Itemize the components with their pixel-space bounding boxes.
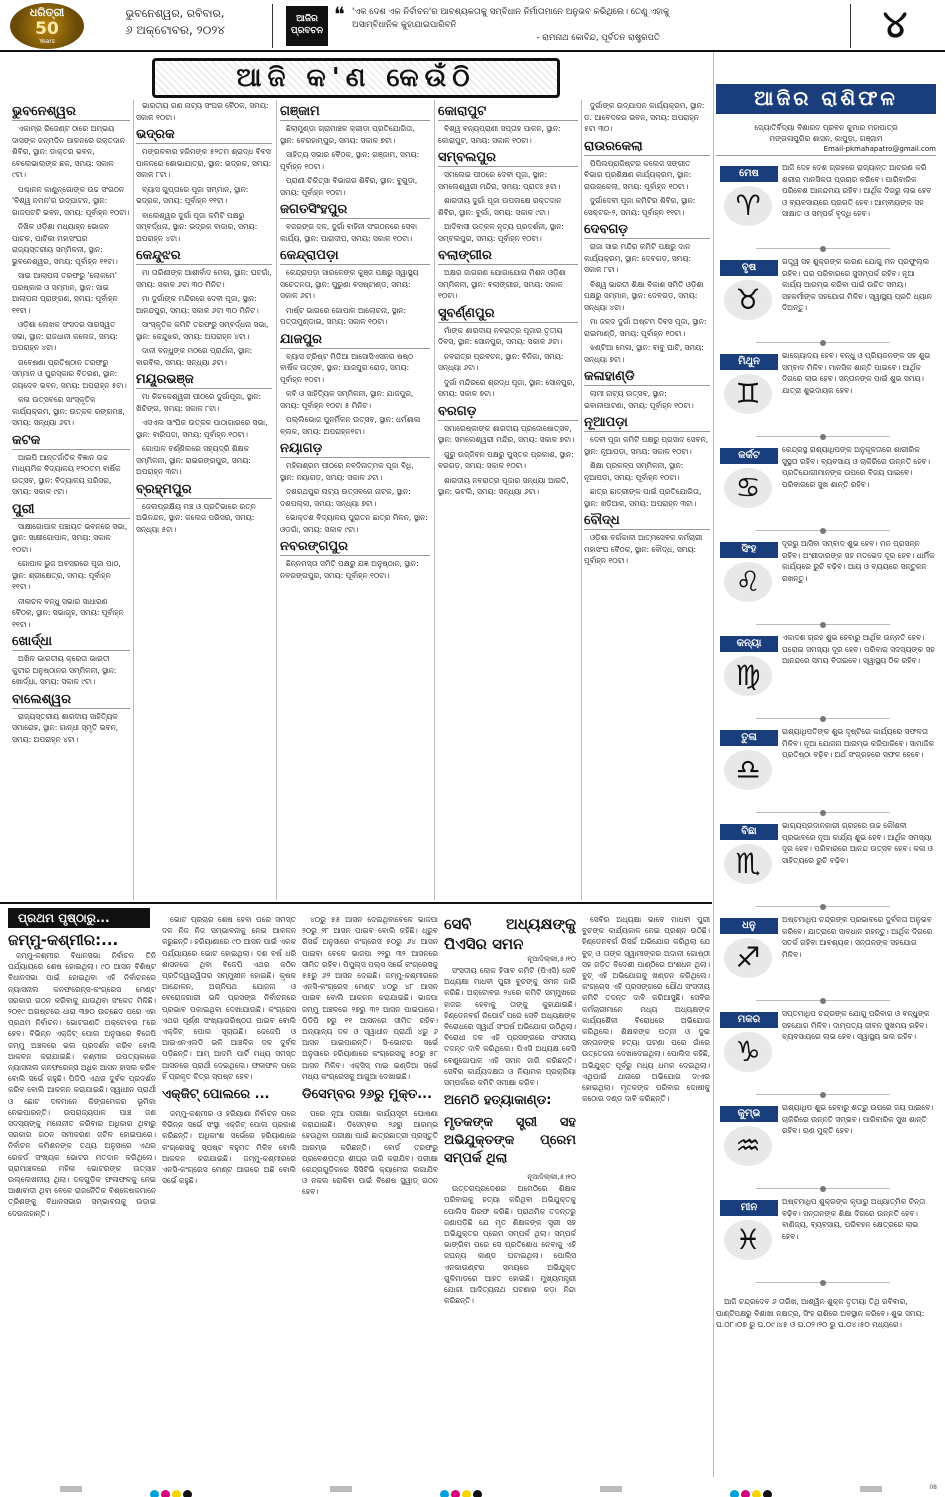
- separator-dot: [816, 246, 830, 252]
- event-item: ବାଲେଶ୍ୱର ଦୁର୍ଗା ପୂଜା କମିଟି ପକ୍ଷରୁ ସମ୍ବର୍ଦ୍ଧନା, ସ୍ଥାନ: ଭଦ୍ରକ ବାଜାର, ସମୟ: ଅପରାହ୍ନ ୪ଟା।: [136, 210, 258, 243]
- zodiac-name: ମେଷ: [720, 166, 778, 182]
- event-item: ପଲ୍ଲିଭୋଜ ପୁନର୍ମିଳନ ଉତ୍ସବ, ସ୍ଥାନ: ଧର୍ମଶାଳା ବ୍ଲକ, ସମୟ: ଅପରାହ୍ନ୧ଟା।: [280, 415, 421, 436]
- article-body: ଜମ୍ମୁ-କଶ୍ମୀର ଓ ହରିୟାଣା ନିର୍ବାଚନ ପରେ ବିଭିନ୍ନ ସର୍ଭେ ସଂସ୍ଥା ଏକ୍‌ଜିଟ୍ ପୋଲ ପ୍ରକାଶ କରିଛନ୍ତି। ଅଧିକାଂଶ ସର୍ଭେରେ ହରିୟାଣାରେ କଂଗ୍ରେସକୁ ସ୍ପଷ୍ଟ ବହୁମତ ମିଳିବ ବୋଲି ଆକଳନ କରାଯାଇଛି। ଜମ୍ମୁ-କଶ୍ମୀରରେ ଏନସି-କଂଗ୍ରେସ ମେଣ୍ଟ ଆଗରେ ଅଛି ବୋଲି ସର୍ଭେ କହୁଛି।: [162, 1109, 296, 1186]
- district-heading: କଟକ: [12, 432, 130, 450]
- events-column-5: [584, 100, 710, 900]
- astrologer: [716, 122, 936, 144]
- zodiac-name: ତୁଳା: [720, 730, 778, 746]
- zodiac-forecast-text: ରାଶ୍ୟାଧିପ ଶୁଭ ହେବାରୁ ଶତ୍ରୁ ଉପରେ ଜୟ ପାଇବେ। ଚାକିରିରେ ଉନ୍ନତି ସମ୍ଭବ। ପାରିବାରିକ ସୁଖ ଶାନ୍ତି ରହିବ। ଋଣ ମୁକ୍ତି ହେବ।: [782, 1103, 934, 1135]
- event-item: ବ୍ୟାସ ଟ୍ରିଷ୍ଟ ମିଡିଆ ଆସୋସିଏସନର ଷଷ୍ଠ ବାର୍ଷିକ ଉତ୍ସବ, ସ୍ଥାନ: ଯାଜପୁର ରୋଡ଼, ସମୟ: ପୂର୍ବାହ୍ନ ୧୦ଟା।: [280, 351, 414, 384]
- event-item: ଓଡ଼ିଶା ବର୍ଗକାଳୀ ଆତ୍ମସେବକ କର୍ମଚାରୀ ମହାସଂଘ ବୈଠକ, ସ୍ଥାନ: ବୌଦ୍ଧ, ସମୟ: ପୂର୍ବାହ୍ନ ୧୦ଟା।: [584, 533, 703, 565]
- event-item: ଦୁର୍ଗାଙ୍କ ଉଦ୍‌ଯାପନ କାର୍ଯ୍ୟକ୍ରମ, ସ୍ଥାନ: ଡ. ଆବେଦକର ଭବନ, ସମୟ: ଅପରାହ୍ନ ୫ଟା ୩୦।: [584, 101, 705, 133]
- zodiac-forecast-text: ଅଷ୍ଟମାଧିପ ଚନ୍ଦ୍ରଙ୍କ ପ୍ରଭାବରେ ଦୁର୍ବଳତା ଅନୁଭବ କରିବେ। ଯାତ୍ରାରେ ସାବଧାନ ରହନ୍ତୁ। ଆର୍ଥିକ ଦିଗରେ ସତର୍କ ରହିବା ଆବଶ୍ୟକ। ସନ୍ତାନଙ୍କ ସହଯୋଗ ମିଳିବ।: [782, 915, 933, 959]
- event-item: ଦୁର୍ଗାଦେବୀ ପୂଜା କମିଟିର ଶିବିର, ସ୍ଥାନ: ସେକ୍ଟର-୨, ସମୟ: ପୂର୍ବାହ୍ନ ୧୧ଟା।: [584, 196, 696, 217]
- masthead: [0, 0, 945, 52]
- article-subtitle-2: ମୃତକଙ୍କ ସ୍ତ୍ରୀ ସହ ଅଭିଯୁକ୍ତଙ୍କ ପ୍ରେମ ସମ୍ପର୍କ ଥିଲା: [444, 1115, 576, 1167]
- event-item: ଗୋପାଳ ବର୍ଣ୍ଣିଲରେ ସହ୍ୟଦ୍ରି ଶିକ୍ଷକ ସମ୍ମିଳନୀ, ସ୍ଥାନ: ରାଇରଙ୍ଗପୁର, ସମୟ: ଅପରାହ୍ନ ୩ଟା।: [136, 444, 251, 476]
- event-item: ସମାରେଷ୍କାଙ୍କ ଶାରଦୀୟ ପ୍ରଦୋଷୋତ୍ସବ, ସ୍ଥାନ: ସମଲେଶ୍ୱରୀ ମନ୍ଦିର, ସମୟ: ସକାଳ ୭ଟା।: [438, 423, 575, 444]
- events-column-4: [438, 100, 578, 900]
- district-heading: ମୟୂରଭଞ୍ଜ: [136, 371, 272, 389]
- district-heading: ନୟାଗଡ଼: [280, 440, 430, 458]
- zodiac-forecast-text: ଆଜି ଦେହ ଦେଶ ଗ୍ରହରେ ରାଜ୍ୟାନ୍ତ ଆଚରଣ କରି ଶରୀର ମାନସିକତା ପ୍ରଚାର କରିବେ। ପାରିବାରିକ ପରିବେଶ ଆନନ୍ଦମୟ ରହିବ। ଆର୍ଥିକ ଦିଗରୁ ଲାଭ ହେବ ଓ ବ୍ୟବସାୟରେ ପ୍ରଗତି ହେବ। ଆମ୍ବୀୟଙ୍କ ସହ ସାକ୍ଷାତ ଓ ସମ୍ପର୍କ ବୃଦ୍ଧି ହେବ।: [782, 163, 932, 218]
- separator-dot: [816, 1186, 830, 1192]
- zodiac-forecast-text: ଭାଗ୍ୟୋଦୟ ହେବ। ବନ୍ଧୁ ଓ ପ୍ରିୟଜନଙ୍କ ସହ ଶୁଭ ସମ୍ବାଦ ମିଳିବ। ମାନସିକ ଶାନ୍ତି ପାଇବେ। ଆର୍ଥିକ ଦିଗରେ ଲାଭ ହେବ। ସନ୍ତାନଙ୍କ ପାଇଁ ଶୁଭ ସମୟ। ଯାତ୍ରା ଶୁଭଦାୟକ ହେବ।: [782, 351, 931, 395]
- article-body: ସେବିର ଅଧ୍ୟକ୍ଷା ଭାବେ ମାଧବୀ ପୁରୀ ବୁଚଙ୍କ କାର୍ଯ୍ୟକାଳ ନେଇ ପ୍ରଶ୍ନ ଉଠିଛି। ହିଣ୍ଡେନବର୍ଗ ରିସର୍ଚ୍ଚ ଅଭିଯୋଗ କରିଥିଲା ଯେ ବୁଚ୍ ଓ ତାଙ୍କ ସ୍ୱାମୀଙ୍କର ଅଦାନୀ ଗୋଷ୍ଠୀ ସହ ଜଡ଼ିତ ବିଦେଶୀ ପାଣ୍ଠିରେ ଅଂଶଧନ ଥିଲା। ବୁଚ୍ ଏହି ଅଭିଯୋଗକୁ ଖଣ୍ଡନ କରିଥିଲେ। କଂଗ୍ରେସ ଏହି ପ୍ରସଙ୍ଗରେ ଯୌଥ ସଂସଦୀୟ କମିଟି ତଦନ୍ତ ଦାବି କରିଆସୁଛି। ସେବିର କର୍ମଚାରୀମାନେ ମଧ୍ୟ ଅଧ୍ୟକ୍ଷଙ୍କ କାର୍ଯ୍ୟଶୈଳୀ ବିରୋଧରେ ଅଭିଯୋଗ କରିଥିଲେ। ଶିକ୍ଷକଙ୍କ ପତ୍ନୀ ଓ ଦୁଇ ସନ୍ତାନଙ୍କ ହତ୍ୟା ଘଟଣା ପରେ ଗାଁରେ ଉତ୍ତେଜନା ଦେଖାଦେଇଥିଲା। ପୋଲିସ କହିଛି, ଅଭିଯୁକ୍ତ ପୂର୍ବରୁ ମଧ୍ୟ ଧମକ ଦେଇଥିଲା। ଏଥିପାଇଁ ଥାନାରେ ଅଭିଯୋଗ ଦାଏର ହୋଇଥିଲା। ମୃତକଙ୍କ ପରିବାର ଦୋଷୀକୁ କଠୋର ଦଣ୍ଡ ଦାବି କରିଛନ୍ତି।: [582, 915, 710, 1104]
- event-item: ମଙ୍ଗଳବାର ହରିମଙ୍କ ୫୨ତମ ଶ୍ରାଦ୍ଧ ବିବସ ପାଳନରେ ଶୋଭାଯାତ୍ରା, ସ୍ଥାନ: ଭଦ୍ରକ, ସମୟ: ସକାଳ ୮ଟା।: [136, 147, 272, 179]
- magenta-dot: [161, 1490, 170, 1497]
- district-heading: ନବରଙ୍ଗପୁର: [280, 538, 430, 556]
- zodiac-symbol-icon: ♉: [724, 280, 772, 320]
- article-body: ପରେ ନୂଆ ପରୀକ୍ଷା କାର୍ଯ୍ୟସୂଚୀ ଘୋଷଣା କରାଯାଇଛି। ଡିସେମ୍ବର ୨୬ରୁ ଆରମ୍ଭ ହେଉଥିବା ପରୀକ୍ଷା ପାଇଁ ଛାତ୍ରଛାତ୍ରୀ ପ୍ରସ୍ତୁତି ଆରମ୍ଭ କରିଛନ୍ତି। ବୋର୍ଡ ତରଫରୁ ପ୍ରବେଶପତ୍ର ଶୀଘ୍ର ଜାରି କରାଯିବ। ପରୀକ୍ଷା କେନ୍ଦ୍ରଗୁଡ଼ିକରେ ସିସିଟିଭି କ୍ୟାମେରା ଲଗାଯିବ ଓ ନକଲ ରୋକିବା ପାଇଁ ବିଶେଷ ସ୍କ୍ୱାଡ୍ ଗଠନ ହେବ।: [302, 1109, 438, 1197]
- district-heading: ଦେବଗଡ଼: [584, 221, 710, 239]
- zodiac-symbol-icon: ♎: [724, 750, 772, 790]
- cyan-dot: [150, 1490, 159, 1497]
- cmyk-dots: [730, 1484, 774, 1494]
- separator-dot: [816, 1092, 830, 1098]
- horoscope-title: ଆଜିର ରାଶିଫଳ: [716, 84, 936, 114]
- registration-bar: [600, 1486, 622, 1492]
- column-rule: [276, 100, 277, 900]
- horoscope-panel: [716, 84, 936, 1476]
- event-item: ନବରାତ୍ର ପ୍ରବଚନ, ସ୍ଥାନ: ବିନିକା, ସମୟ: ସନ୍ଧ୍ୟା ୬ଟା।: [438, 351, 564, 372]
- daily-quote: [352, 6, 670, 45]
- zodiac-forecast-text: ଏକାଦଶ ଗ୍ରହ ଶୁଭ ହେବାରୁ ଆର୍ଥିକ ଉନ୍ନତି ହେବ। ଘରୋଇ ସମସ୍ୟା ଦୂର ହେବ। ପରିବାର ସଦସ୍ୟଙ୍କ ସହ ଆନନ୍ଦରେ ସମୟ ବିତାଇବେ। ସ୍ୱାସ୍ଥ୍ୟ ଠିକ ରହିବ।: [782, 633, 935, 665]
- article-body: ସଂସଦୀୟ ଲୋକ ହିସାବ କମିଟି (ପିଏସି) ସେବି ଅଧ୍ୟକ୍ଷା ମାଧବୀ ପୁରୀ ବୁଚଙ୍କୁ ସମନ ଜାରି କରିଛି। ଅକ୍ଟୋବର ୨୪ରେ କମିଟି ସମ୍ମୁଖରେ ହାଜର ହେବାକୁ ତାଙ୍କୁ କୁହାଯାଇଛି। ହିଣ୍ଡେନବର୍ଗ ରିପୋର୍ଟ ପରେ ସେବି ଅଧ୍ୟକ୍ଷଙ୍କ ବିରୋଧରେ ସ୍ୱାର୍ଥ ସଂଘର୍ଷ ଅଭିଯୋଗ ଉଠିଥିଲା। ବିରୋଧୀ ଦଳ ଏହି ପ୍ରସଙ୍ଗରେ ସଂସଦୀୟ ତଦନ୍ତ ଦାବି କରିଥିଲେ। ପିଏସି ଅଧ୍ୟକ୍ଷ କେସି ବେଣୁଗୋପାଳ ଏହି ସମନ ଜାରି କରିଛନ୍ତି। ସେବିର କାର୍ଯ୍ୟଦକ୍ଷତା ଓ ନିୟାମକ ପ୍ରକ୍ରିୟା ସମ୍ପର୍କରେ କମିଟି ସମୀକ୍ଷା କରିବ।: [444, 966, 576, 1088]
- zodiac-entry: [716, 818, 936, 912]
- zodiac-name: ମିଥୁନ: [720, 354, 778, 370]
- events-column-2: [136, 100, 272, 900]
- zodiac-name: ବୃଷ: [720, 260, 778, 276]
- astrologer-name: ଜ୍ୟୋତିର୍ବିଦ୍ୟା ବିଶାରଦ ପ୍ରବନ କୁମାର ମହାପାତ୍ର: [754, 123, 898, 132]
- yellow-dot: [462, 1490, 471, 1497]
- event-item: ଶିକ୍ଷା ପ୍ରକଳ୍ପ ସମ୍ମିଳନୀ, ସ୍ଥାନ: ନୂଆପଡ଼ା, ସମୟ: ପୂର୍ବାହ୍ନ ୧୦ଟା।: [584, 461, 684, 482]
- district-heading: କେନ୍ଦ୍ରାପଡ଼ା: [280, 247, 430, 265]
- event-item: ଭୋକ୍ତଶ ବିଦ୍ୟାଳୟ ପୁରାତନ ଛାତ୍ର ମିଳନ, ସ୍ଥାନ: ଓଡ଼ଗାଁ, ସମୟ: ସକାଳ ୯ଟା।: [280, 513, 428, 534]
- article-jammu-kashmir: [8, 930, 156, 1475]
- event-item: ବ୍ୟାସ ଗୁପ୍ତାରେ ପୂଜା ସମ୍ମାନ, ସ୍ଥାନ: ଭଦ୍ରକ, ସମୟ: ପୂର୍ବାହ୍ନ ୧୧ଟା।: [136, 184, 249, 205]
- district-heading: ବରଗଡ଼: [438, 403, 578, 421]
- zodiac-symbol-icon: ♐: [724, 938, 772, 978]
- event-item: ଅଖିଳ ଭାରତୀୟ କ୍ରେତା ଭାରତୀ କୁଟୀର ଅନୁଷ୍ଠାନର ସମ୍ମିଳନୀ, ସ୍ଥାନ: ଖୋର୍ଦ୍ଧା, ସମୟ: ସକାଳ ୯ଟା।: [12, 654, 117, 686]
- zodiac-forecast-text: ରାଶ୍ୟାଧିପତିଙ୍କ ଶୁଭ ଦୃଷ୍ଟିରେ କାର୍ଯ୍ୟରେ ସଫଳତା ମିଳିବ। ନୂଆ ଯୋଜନା ଆରମ୍ଭ କରିପାରିବେ। ସାମାଜିକ ପ୍ରତିଷ୍ଠା ବଢ଼ିବ। ଅର୍ଥ ସଂଗ୍ରହରେ ସଫଳ ହେବେ।: [782, 727, 935, 759]
- district-heading: ବ୍ରହ୍ମପୁର: [136, 481, 272, 499]
- separator-dot: [816, 622, 830, 628]
- event-item: ଦୁର୍ଗା ମନ୍ଦିରରେ ଶ୍ରଦ୍ଧ ପୂଜା, ସ୍ଥାନ: ସୋନପୁର, ସମୟ: ସକାଳ ୭ଟା।: [438, 377, 575, 398]
- event-item: ଛିଲାମୁଣ୍ଡା ଗ୍ରାମାଞ୍ଚଳ କ୍ରୀଡ଼ା ପ୍ରତିଯୋଗିତା, ସ୍ଥାନ: ବେରହାମ୍ପୁର, ସମୟ: ସକାଳ ୭ଟା।: [280, 124, 415, 145]
- zodiac-symbol-icon: ♓: [724, 1220, 772, 1260]
- zodiac-name: ମକର: [720, 1012, 778, 1028]
- zodiac-name: କର୍କଟ: [720, 448, 778, 464]
- zodiac-entry: [716, 1100, 936, 1194]
- event-item: ଶାରଦୀୟ ନବରାତ୍ର ପୂଜାର ସନ୍ଧ୍ୟା ଆରତି, ସ୍ଥାନ: ଭଟଲି, ସମୟ: ସନ୍ଧ୍ୟା ୬ଟା।: [438, 475, 569, 496]
- zodiac-forecast-text: ଭାଗ୍ୟପ୍ରଦାନକାରୀ ଗ୍ରହରେ ଉଚ୍ଚ କୌଶଳୀ ପ୍ରଭାବରେ ନୂଆ କାର୍ଯ୍ୟ ଶୁଭ ହେବ। ଆର୍ଥିକ ସମସ୍ୟା ଦୂର ହେବ। ପରିବାରରେ ଆନନ୍ଦ ଉତ୍ସବ ହେବ। କଳା ଓ ସାହିତ୍ୟରେ ରୁଚି ବଢ଼ିବ।: [782, 821, 933, 865]
- event-item: ଏସଏଲ ସାଂଘିକ ଉତ୍କଳ ପାଠାଗାରରେ ସଭା, ସ୍ଥାନ: ବାରିପଦା, ସମୟ: ପୂର୍ବାହ୍ନ ୧୦ଟା।: [136, 418, 268, 439]
- district-heading: ଗଞ୍ଜାମ: [280, 103, 430, 121]
- event-item: ମାଁଙ୍କ ଶାରଦୀୟ ନବରାତ୍ର ପୂଜାର ତୃତୀୟ ଦିବସ, ସ୍ଥାନ: ସୋନପୁର, ସମୟ: ସକାଳ ୬ଟା।: [438, 325, 563, 346]
- logo-years-label: Years: [39, 38, 55, 45]
- district-heading: କଳାହାଣ୍ଡି: [584, 368, 710, 386]
- district-heading: ବଲାଙ୍ଗୀର: [438, 247, 578, 265]
- zodiac-name: କୁମ୍ଭ: [720, 1106, 778, 1122]
- event-item: ମା କିଚକେଶ୍ୱରୀ ପୀଠରେ ଦୁର୍ଗାପୂଜା, ସ୍ଥାନ: ଖିଚିଙ୍ଗ, ସମୟ: ସକାଳ ୮ଟା।: [136, 392, 261, 413]
- article-byline: ନୂଆଦିଲ୍ଲୀ,୫।୧୦: [527, 1173, 576, 1182]
- zodiac-entry: [716, 912, 936, 1006]
- quote-text: 'ଏକ ଦେଶ ଏକ ନିର୍ବାଚନ'ର ଆବଶ୍ୟକତାକୁ ସମ୍ବିଧାନ ନିର୍ମାତାମାନେ ଅନୁଭବ କରିଥିଲେ। ତେଣୁ ଏହାକୁ ଅସାମ୍ବିଧାନିକ କୁହାଯାଇପାରିବନି: [352, 7, 670, 30]
- event-item: ସମଲେଇ ପୀଠରେ ଦେବୀ ପୂଜା, ସ୍ଥାନ: ସମଲେଶ୍ୱରୀ ମନ୍ଦିର, ସମୟ: ପ୍ରାତଃ ୫ଟା।: [438, 170, 561, 191]
- article-body: ଜମ୍ମୁ-କଶ୍ମୀର ବିଧାନସଭା ନିର୍ବାଚନ ତିନି ପର୍ଯ୍ୟାୟରେ ଶେଷ ହୋଇଥିଲା। ୯୦ ଆସନ ବିଶିଷ୍ଟ ବିଧାନସଭା ପାଇଁ ହୋଇଥିବା ଏହି ନିର୍ବାଚନରେ ନ୍ୟାସନାଲ କନଫରେନ୍ସ-କଂଗ୍ରେସ ମେଣ୍ଟ ସରକାର ଗଠନ କରିବାକୁ ଯାଉଥିବା ସଂକେତ ମିଳିଛି। ୨୦୧୯ ଅଗଷ୍ଟରେ ଧାରା ୩୭୦ ଉଚ୍ଛେଦ ପରେ ଏହା ପ୍ରଥମ ନିର୍ବାଚନ। ଭୋଟଗଣତି ଅକ୍ଟୋବର ୮ରେ ହେବ। ବିଭିନ୍ନ ଏକ୍‌ଜିଟ୍ ପୋଲ ଅନୁସାରେ ବିଜେପି ଜମ୍ମୁ ଅଞ୍ଚଳରେ ଭଲ ପ୍ରଦର୍ଶନ କରିବ ବୋଲି ଆକଳନ କରାଯାଇଛି। କଶ୍ମୀର ଉପତ୍ୟକାରେ ନ୍ୟାସନାଲ କନଫରେନ୍ସ ଅଧିକ ଆସନ ହାସଲ କରିବ ବୋଲି ସର୍ଭେ କହୁଛି। ପିଡିପି ଏଥର ଦୁର୍ବଳ ପ୍ରଦର୍ଶନ କରିବ ବୋଲି ଆକଳନ କରାଯାଇଛି। ସ୍ୱାଧୀନ ପ୍ରାର୍ଥୀ ଓ ଛୋଟ ଦଳମାନେ କିଙ୍ଗମେକର ଭୂମିକା ନେଇପାରନ୍ତି। ଉପରାଜ୍ୟପାଳ ପାଞ୍ଚ ଜଣ ସଦସ୍ୟଙ୍କୁ ମନୋନୀତ କରିବାର ଅଧିକାର ଥିବାରୁ ସରକାର ଗଠନ ସମୀକରଣ ଜଟିଳ ହୋଇପାରେ। ନିର୍ବାଚନ କମିଶନଙ୍କ ତଥ୍ୟ ଅନୁସାରେ ଏଥର ରେକର୍ଡ ସଂଖ୍ୟକ ଭୋଟର ମତଦାନ କରିଥିଲେ। ଗ୍ରାମାଞ୍ଚଳରେ ମହିଳା ଭୋଟରଙ୍କ ଉତ୍ସାହ ଉଲ୍ଲେଖନୀୟ ଥିଲା। ଦଳଗୁଡ଼ିକ ଫଳାଫଳକୁ ନେଇ ଆଶାବାଦୀ ଥିବା ବେଳେ ରାଜନୈତିକ ବିଶ୍ଳେଷକମାନେ ତ୍ରିଶଙ୍କୁ ବିଧାନସଭାର ସମ୍ଭାବନାକୁ ଉଡ଼ାଇ ଦେଉନାହାନ୍ତି।: [8, 951, 156, 1218]
- section-chip: [286, 6, 328, 46]
- column-rule: [581, 100, 582, 900]
- event-item: ମାର୍ଷ୍ଟ ଭାଗରେ ଗୋପାଳ ଆଲୋଚନା, ସ୍ଥାନ: ପତ୍ତାମୁଣ୍ଡାଇ, ସମୟ: ସକାଳ ୧୦ଟା।: [280, 305, 406, 326]
- separator-dot: [816, 810, 830, 816]
- zodiac-forecast-text: ସପ୍ତମାଧିପ ଚନ୍ଦ୍ରଙ୍କ ଯୋଗୁ ପରିବାର ଓ ବନ୍ଧୁଙ୍କ ସହଯୋଗ ମିଳିବ। ଦାମ୍ପତ୍ୟ ଜୀବନ ସୁଖମୟ ରହିବ। ବ୍ୟବସାୟରେ ଲାଭ ହେବ। ସ୍ୱାସ୍ଥ୍ୟ ଭଲ ରହିବ।: [782, 1009, 930, 1041]
- event-item: ସାକ୍ଷୀଗୋପାଳ ପଞ୍ଚାୟତ ଭବନରେ ସଭା, ସ୍ଥାନ: ସାକ୍ଷୀଗୋପାଳ, ସମୟ: ସକାଳ ୧୦ଟା।: [12, 521, 128, 554]
- quote-mark-icon: ❝: [334, 2, 345, 26]
- cyan-dot: [440, 1490, 449, 1497]
- zodiac-symbol-icon: ♒: [724, 1126, 772, 1166]
- event-item: କବି ଓ ସାହିତ୍ୟିକ ସମ୍ମିଳନୀ, ସ୍ଥାନ: ଯାଜପୁର, ସମୟ: ପୂର୍ବାହ୍ନ ୧୦ଟା ୫ ମିନିଟ।: [280, 389, 414, 410]
- event-item: ସାହିତ୍ୟ ସଭାର ବୈଠକ, ସ୍ଥାନ: ଗଞ୍ଜାମ, ସମୟ: ପୂର୍ବାହ୍ନ ୧୦ଟା।: [280, 150, 420, 171]
- separator-dot: [816, 998, 830, 1004]
- zodiac-forecast-text: ଗତ୍ତ୍ୱ ସହ ଶୁକ୍ରଙ୍କ କାରଣ ଯୋଗୁ ମନ ପ୍ରଫୁଲ୍ଲ ରହିବ। ଘର ପରିବାରରେ ସୁସମ୍ପର୍କ ରହିବ। ନୂଆ କାର୍ଯ୍ୟ ଆରମ୍ଭ କରିବା ପାଇଁ ଉଚିତ ସମୟ। ସହକର୍ମୀଙ୍କ ସହଯୋଗ ମିଳିବ। ସ୍ୱାସ୍ଥ୍ୟ ପ୍ରତି ଧ୍ୟାନ ଦିଅନ୍ତୁ।: [782, 257, 932, 312]
- event-item: ଗୋପାଳ ଭୁଜ ଅବସରରେ ପୂଜା ପାଠ, ସ୍ଥାନ: ଶ୍ରୀକ୍ଷେତ୍ର, ସମୟ: ପୂର୍ବାହ୍ନ ୧୧ଟା।: [12, 559, 121, 591]
- event-item: ଭାରତୀୟ ଗଣ ନାଟ୍ୟ ସଂଘର ବୈଠକ, ସମୟ: ସକାଳ ୧୦ଟା।: [136, 101, 269, 122]
- separator-dot: [816, 528, 830, 534]
- magenta-dot: [451, 1490, 460, 1497]
- dharitri-50-logo: [10, 3, 84, 49]
- zodiac-symbol-icon: ♈: [724, 186, 772, 226]
- event-item: ପିପିଲପ୍ରାଜିଷ୍ଟର କଲେଜ ସଙ୍ଗୀତ ବିଭାଗ ପ୍ରଶିକ୍ଷଣ କାର୍ଯ୍ୟକ୍ରମ, ସ୍ଥାନ: ରାଉରକେଲା, ସମୟ: ପୂର୍ବାହ୍ନ ୧୦ଟା।: [584, 158, 692, 191]
- separator-dot: [816, 1280, 830, 1286]
- event-item: କେନ୍ଦ୍ରାପଡ଼ା ସାରଳେଙ୍କ କୁଞ୍ଜ ପକ୍ଷରୁ ସ୍ୱାସ୍ଥ୍ୟ ସଚେତନତା, ସ୍ଥାନ: ପୁରୁଣା ବସଷ୍ଟାଣ୍ଡ, ସମୟ: ସକାଳ ୬ଟା।: [280, 268, 419, 300]
- zodiac-entry: [716, 630, 936, 724]
- event-item: ନିଖିଳ ଓଡ଼ିଶା ମଧ୍ୟାହ୍ନ ଭୋଜନ ପାଚକ, ପାଚିକା ମହାସଂଘର ରାଜ୍ୟସ୍ତରୀୟ ସମ୍ମିଳନୀ, ସ୍ଥାନ: ଭୁବନେଶ୍ୱର, ସମୟ: ପୂର୍ବାହ୍ନ ୧୧ଟା।: [12, 222, 118, 266]
- cmyk-dots: [150, 1484, 194, 1494]
- section-line-1: ଆଜିର: [296, 14, 318, 24]
- magenta-dot: [741, 1490, 750, 1497]
- event-item: ପ୍ରାଣୀ ଚିକିତ୍ସା ବିଭାଗର ଶିବିର, ସ୍ଥାନ: ବୁଗୁଡ଼ା, ସମୟ: ପୂର୍ବାହ୍ନ ୧୦ଟା।: [280, 176, 418, 197]
- dateline: [90, 6, 260, 38]
- event-item: ସାଂସ୍କୃତିକ କମିଟି ତରଫରୁ ସମ୍ବର୍ଦ୍ଧନା ସଭା, ସ୍ଥାନ: କେନ୍ଦୁଝର, ସମୟ: ଅପରାହ୍ନ ୪ଟା।: [136, 320, 269, 341]
- event-item: ଆଇପି ଆନ୍ତର୍ଜାତିକ ବିଜ୍ଞାନ ଉଚ୍ଚ ମାଧ୍ୟମିକ ବିଦ୍ୟାଳୟ ୧୨୦ତମ ବାର୍ଷିକ ଉତ୍ସବ, ସ୍ଥାନ: ବିଦ୍ୟାଳୟ ପରିସର, ସମୟ: ସକାଳ ୯ଟା।: [12, 452, 121, 496]
- event-item: ଏକାମ୍ର ରିଜେଣ୍ଟ ଠାରେ ଅମ୍ଭୟ ଦାସଙ୍କ ଜନ୍ମଦିନ ପାଳନରେ ରକ୍ତଦାନ ଶିବିର, ସ୍ଥାନ: ଡାକ୍ତର ଭବନ, ବେଲେଭାଲଙ୍କ ଛକ, ସମୟ: ସକାଳ ୯ଟା।: [12, 124, 125, 179]
- article-subtitle: ଏକ୍‌ଜିଟ୍ ପୋଲରେ ...: [162, 1087, 270, 1103]
- event-item: ଆଦିବାସୀ ଉତ୍କଳ ନୃତ୍ୟ ପ୍ରଦର୍ଶନୀ, ସ୍ଥାନ: ସମ୍ବଲପୁର, ସମୟ: ପୂର୍ବାହ୍ନ ୧୦ଟା।: [438, 222, 564, 243]
- event-item: ମା ଜଳଦ ଦୁର୍ଗା ଅଷ୍ଟମ ଦିବସ ପୂଜା, ସ୍ଥାନ: ରାଇମାଣ୍ଡି, ସମୟ: ପୂର୍ବାହ୍ନ ୧୦ଟା।: [584, 317, 707, 338]
- event-item: ବିଶ୍ୱ ଭାରତୀ ଶିକ୍ଷା ବିକାଶ ସମିତି ଓଡ଼ିଶା ପକ୍ଷରୁ ସମ୍ମାନ, ସ୍ଥାନ: ଦେବଗଡ଼, ସମୟ: ସନ୍ଧ୍ୟା ୪ଟା।: [584, 279, 704, 312]
- event-item: ବିଶ୍ୱ ବନ୍ୟପ୍ରାଣୀ ସପ୍ତାହ ପାଳନ, ସ୍ଥାନ: କୋରାପୁଟ, ସମୟ: ସକାଳ ୧୦ଟା।: [438, 124, 561, 145]
- article-haryana: [162, 914, 296, 1475]
- article-title: ଜମ୍ମୁ-କଶ୍ମୀର:...: [8, 931, 119, 949]
- district-heading: ରାଉରକେଲା: [584, 138, 710, 156]
- event-item: କଳା ଉତ୍ସବରେ ସାଂସ୍କୃତିକ କାର୍ଯ୍ୟକ୍ରମ, ସ୍ଥାନ: ଉତ୍କଳ ରଙ୍ଗମଞ୍ଚ, ସମୟ: ସନ୍ଧ୍ୟା ୬ଟା।: [12, 395, 125, 427]
- event-item: ମହିଳାଶ୍ରମ ପୀଠରେ ନବଦିନାତ୍ମକ ପୂଜା ବିଧି, ସ୍ଥାନ: ନୟାଗଡ଼, ସମୟ: ସକାଳ ୬ଟା।: [280, 461, 414, 482]
- event-item: ନୀଳାଚଳ ବନ୍ଧୁ ସଭାର ସାଧାରଣ ବୈଠକ, ସ୍ଥାନ: ସଭାଗୃହ, ସମୟ: ପୂର୍ବାହ୍ନ ୧୧ଟା।: [12, 596, 124, 629]
- zodiac-entry: [716, 1006, 936, 1100]
- zodiac-forecast-text: ଅଷ୍ଟମାଧିପ ଶୁକ୍ରଙ୍କ କୃପାରୁ ଅଧ୍ୟାତ୍ମିକ ଚିନ୍ତା ବଢ଼ିବ। ସନ୍ତାନଙ୍କ ଶିକ୍ଷା ଦିଗରେ ଉନ୍ନତି ହେବ। ବାଣିଜ୍ୟ, ବ୍ୟବସାୟ, ପରିବହନ କ୍ଷେତ୍ରରେ ଲାଭ ହେବ।: [782, 1197, 926, 1241]
- event-item: ପଶ୍ଚାନନ କାଣୁନ୍‌ଗୋଙ୍କ ଉଚ୍ଚ ସଂଗଠନ 'ବିଶ୍ୱ ନମନ'ର ଉଦ୍‌ଘାଟନ, ସ୍ଥାନ: ଗାଜପଟଟି ଭବନ, ସମୟ: ପୂର୍ବାହ୍ନ ୧୦ଟା।: [12, 184, 130, 217]
- zodiac-entry: [716, 1194, 936, 1288]
- district-heading: ସୁବର୍ଣ୍ଣପୁର: [438, 305, 578, 323]
- zodiac-symbol-icon: ♌: [724, 562, 772, 602]
- article-body: ୪୦ରୁ ୫୫ ଆସନ ଦେଇଥିବାବେଳେ ଭାଜପା ୨୦ରୁ ୨୮ ଆସନ ପାଇବ ବୋଲି କହିଛି। ଧ୍ରୁବ ରିସର୍ଚ୍ଚ ଅନୁସାରେ କଂଗ୍ରେସ ୫୦ରୁ ୬୪ ଆସନ ପାଇବା ବେଳେ ଭାଜପା ୨୨ରୁ ୩୨ ଆସନରେ ସୀମିତ ରହିବ। ପିପୁଲ୍‌ସ ପଲ୍‌ସ ସର୍ଭେ କଂଗ୍ରେସକୁ ୫୫ରୁ ୬୨ ଆସନ ଦେଇଛି। ଜମ୍ମୁ-କଶ୍ମୀରରେ ଏନସି-କଂଗ୍ରେସ ମେଣ୍ଟ ୪୦ରୁ ୪୮ ଆସନ ପାଇବ ବୋଲି ଆକଳନ କରାଯାଇଛି। ଭାଜପା ଜମ୍ମୁ ଅଞ୍ଚଳରେ ୨୭ରୁ ୩୨ ଆସନ ପାଇପାରେ। ପିଡିପି ୭ରୁ ୧୧ ଆସନରେ ସୀମିତ ରହିବ। ଅନ୍ୟାନ୍ୟ ଦଳ ଓ ସ୍ୱାଧୀନ ପ୍ରାର୍ଥୀ ୪ରୁ ୬ ଆସନ ପାଇପାରନ୍ତି। ସି-ଭୋଟର ସର୍ଭେ ଅନୁସାରେ ହରିୟାଣାରେ କଂଗ୍ରେସକୁ ୫୦ରୁ ୫୮ ଆସନ ମିଳିବ। ଏକ୍‌ସିସ୍ ମାଇ ଇଣ୍ଡିଆ ସର୍ଭେ ମଧ୍ୟ କଂଗ୍ରେସକୁ ଆଗୁଆ ଦେଖାଇଛି।: [302, 915, 438, 1081]
- district-heading: ସମ୍ବଲପୁର: [438, 149, 578, 167]
- zodiac-name: ସିଂହ: [720, 542, 778, 558]
- zodiac-name: ବିଛା: [720, 824, 778, 840]
- black-dot: [183, 1490, 192, 1497]
- district-heading: ଭୁବନେଶ୍ୱର: [12, 103, 130, 121]
- black-dot: [473, 1490, 482, 1497]
- panchanga-note: ଆଜି ଚନ୍ଦ୍ରଦେବ ୬ ତାରିଖ, ଆଶ୍ୱିନ ଶୁକ୍ଳ ତୃତୀୟା ତିଥି ରବିବାର, ଘାଣ୍ଟିପକ୍ଷରୁ ବିଶାଖା ନକ୍ଷତ୍ର, ସିଂହ ରାଶିରେ ଅବସ୍ଥାନ କରିବେ। ଶୁଭ ସମୟ: ଘ.୦୮।୦୭ ରୁ ଘ.୦୯।୪୫ ଓ ଘ.୦୨।୨୦ ରୁ ଘ.୦୪।୫୦ ମଧ୍ୟରେ।: [716, 1297, 925, 1329]
- logo-name: ଧରିତ୍ରୀ: [29, 6, 65, 19]
- cmyk-dots: [440, 1484, 484, 1494]
- zodiac-name: ଧନୁ: [720, 918, 778, 934]
- event-item: ଛାତ୍ର ଛାତ୍ରୀଙ୍କ ପାଇଁ ପ୍ରତିଯୋଗିତା, ସ୍ଥାନ: ଖଡ଼ିଆଳ, ସମୟ: ଅପରାହ୍ନ ୩ଟା।: [584, 487, 702, 508]
- event-item: ମା ଦୁର୍ଗାଙ୍କ ମନ୍ଦିରରେ ଦେବୀ ପୂଜା, ସ୍ଥାନ: ଆନନ୍ଦପୁର, ସମୟ: ସକାଳ ୬ଟା ୩୦ ମିନିଟ।: [136, 294, 259, 315]
- event-item: ଶାରଦୀୟ ଦୁର୍ଗା ପୂଜା ଉପଲକ୍ଷେ ରକ୍ତଦାନ ଶିବିର, ସ୍ଥାନ: ବୁର୍ଲା, ସମୟ: ସକାଳ ୯ଟା।: [438, 196, 562, 217]
- logo-years: 50: [35, 19, 59, 39]
- astrologer-email: Email-pkmahapatro@gmail.com: [716, 144, 936, 156]
- event-item: ଦେବୀ ପୂଜା କମିଟି ପକ୍ଷରୁ ପ୍ରସାଦ ସେବନ, ସ୍ଥାନ: ନୂଆପଡ଼ା, ସମୟ: ସକାଳ ୧୦ଟା।: [584, 435, 709, 456]
- district-heading: ଜଗତସିଂହପୁର: [280, 201, 430, 219]
- article-byline: ନୂଆଦିଲ୍ଲୀ,୫।୧୦: [527, 955, 576, 963]
- article-exit-poll: [302, 914, 438, 1475]
- zodiac-entry: [716, 254, 936, 348]
- district-heading: କେନ୍ଦୁଝର: [136, 247, 272, 265]
- separator-dot: [816, 904, 830, 910]
- page-number: ୪: [882, 2, 908, 46]
- registration-bar: [860, 1486, 882, 1492]
- sheet-number: 08: [929, 1484, 937, 1491]
- district-heading: ଯାଜପୁର: [280, 331, 430, 349]
- zodiac-list: [716, 160, 936, 1288]
- zodiac-entry: [716, 348, 936, 442]
- registration-bar: [330, 1486, 352, 1492]
- article-subtitle: ଅମେଠି ହତ୍ୟାକାଣ୍ଡ:: [444, 1093, 552, 1109]
- article-continued: [582, 914, 710, 1475]
- zodiac-symbol-icon: ♍: [724, 656, 772, 696]
- zodiac-entry: [716, 536, 936, 630]
- zodiac-symbol-icon: ♋: [724, 468, 772, 508]
- cyan-dot: [730, 1490, 739, 1497]
- column-rule: [133, 100, 134, 900]
- separator-dot: [816, 716, 830, 722]
- separator-dot: [816, 434, 830, 440]
- event-item: ଜେଲପ୍ରକ୍ଷିୟ ମଞ୍ଚ ଓ ପ୍ରତିଭାରେ ରତ୍ନ ଅଭିନନ୍ଦନ, ସ୍ଥାନ: କଲେଜ ପରିସର, ସମୟ: ସନ୍ଧ୍ୟା ୫ଟା।: [136, 501, 256, 534]
- district-heading: ପୁରୀ: [12, 501, 130, 519]
- print-registration-strip: [0, 1480, 945, 1497]
- event-item: ଝଣ୍ଟିଆ ମେଳା, ସ୍ଥାନ: ବାବୁ ଘାଟି, ସମୟ: ସନ୍ଧ୍ୟା ୭ଟା।: [584, 343, 704, 364]
- zodiac-name: ମୀନ: [720, 1200, 778, 1216]
- event-item: ଲାମୀ ନାଟ୍ୟ ଉତ୍ସବ, ସ୍ଥାନ: ଭବାନୀପାଟଣା, ସମୟ: ପୂର୍ବାହ୍ନ ୧୦ଟା।: [584, 389, 694, 410]
- events-column-1: [12, 100, 130, 900]
- page-headline: ଆଜି କ'ଣ କେଉଁଠି: [152, 58, 560, 98]
- city-day: ଭୁବନେଶ୍ୱର, ରବିବାର,: [125, 7, 225, 20]
- event-item: ବଜରଙ୍ଗ ଦଳ, ଦୁର୍ଗା ବାହିନୀ ସଂଗଠନରେ ସେବା କାର୍ଯ୍ୟ, ସ୍ଥାନ: ପାରାଦୀପ, ସମୟ: ସକାଳ ୧୦ଟା।: [280, 222, 418, 243]
- district-heading: ନୂଆପଡ଼ା: [584, 414, 710, 432]
- column-rule: [713, 52, 714, 1477]
- district-heading: ବାଲେଶ୍ୱର: [12, 691, 130, 709]
- article-body: ଉତ୍ତରପ୍ରଦେଶର ଅମେଠିରେ ଶିକ୍ଷକ ପରିବାରକୁ ହତ୍ୟା କରିଥିବା ଅଭିଯୁକ୍ତକୁ ପୋଲିସ ଗିରଫ କରିଛି। ପ୍ରାଥମିକ ତଦନ୍ତରୁ ଜଣାପଡ଼ିଛି ଯେ ମୃତ ଶିକ୍ଷକଙ୍କ ସ୍ତ୍ରୀ ସହ ଅଭିଯୁକ୍ତର ପ୍ରେମ ସମ୍ପର୍କ ଥିଲା। ସମ୍ପର୍କ ଭାଙ୍ଗିବା ପରେ ସେ ପ୍ରତିଶୋଧ ନେବାକୁ ଏହି ଜଘନ୍ୟ କାଣ୍ଡ ଘଟାଇଥିଲା। ପୋଲିସ ଏନକାଉଣ୍ଟର ସମୟରେ ଅଭିଯୁକ୍ତ ଗୁଳିମାଡ଼ରେ ଆହତ ହୋଇଛି। ମୁଖ୍ୟମନ୍ତ୍ରୀ ଯୋଗୀ ଆଦିତ୍ୟନାଥ ଘଟଣାର କଡ଼ା ନିନ୍ଦା କରିଛନ୍ତି।: [444, 1184, 576, 1306]
- black-dot: [763, 1490, 772, 1497]
- zodiac-symbol-icon: ♏: [724, 844, 772, 884]
- registration-bar: [60, 1486, 82, 1492]
- event-item: ରାଜ୍ୟସ୍ତରୀୟ ଶାରଦୀୟ ସାହିତ୍ୟିକ ସମାରୋହ, ସ୍ଥାନ: ଗାନ୍ଧୀ ସ୍ମୃତି ଭବନ, ସମୟ: ଅପରାହ୍ନ ୪ଟା।: [12, 711, 119, 744]
- zodiac-symbol-icon: ♑: [724, 1032, 772, 1072]
- divider: [850, 4, 851, 48]
- zodiac-entry: [716, 160, 936, 254]
- zodiac-symbol-icon: ♊: [724, 374, 772, 414]
- section-line-2: ପ୍ରବଚନ: [290, 26, 324, 36]
- district-heading: ଖୋର୍ଦ୍ଧା: [12, 633, 130, 651]
- separator-dot: [816, 340, 830, 346]
- continued-from-front-page-label: ପ୍ରଥମ ପୃଷ୍ଠାରୁ...: [8, 908, 150, 928]
- event-item: ଅକ୍ଷର ଜାଗରଣ ଯୋଗାଯୋଗ ମିଶନ ଓଡ଼ିଶା ସମ୍ମିଳନୀ, ସ୍ଥାନ: ବଲାଙ୍ଗୀର, ସମୟ: ସକାଳ ୧୦ଟା।: [438, 268, 566, 300]
- zodiac-entry: [716, 442, 936, 536]
- event-item: ଦାନୀ ବନ୍ଧୁଙ୍କ ମଠରେ ପ୍ରାର୍ଥନା, ସ୍ଥାନ: ବାରବିଲ, ସମୟ: ସନ୍ଧ୍ୟା ୬ଟା।: [136, 346, 253, 367]
- article-title: ସେବି ଅଧ୍ୟକ୍ଷଙ୍କୁ ପିଏସିର ସମନ: [444, 915, 576, 953]
- article-sebi: [444, 914, 576, 1475]
- district-heading: ଭଦ୍ରକ: [136, 126, 272, 144]
- event-item: ଦଶରଥପୁର ନାଟ୍ୟ ଉତ୍ସବରେ ନାଟକ, ସ୍ଥାନ: ଦଶପଲ୍ଲା, ସମୟ: ସନ୍ଧ୍ୟା ୭ଟା।: [280, 487, 411, 508]
- event-item: ଗବେଷଣା ପ୍ରତିଷ୍ଠାନ ତରଫରୁ ସମ୍ମାନ ଓ ପୁରସ୍କାର ବିତରଣ, ସ୍ଥାନ: ଜୟଦେବ ଭବନ, ସମୟ: ଅପରାହ୍ନ ୫ଟା।: [12, 357, 127, 390]
- zodiac-forecast-text: କେନ୍ଦ୍ରସ୍ଥ ରାଶ୍ୟାଧିପଙ୍କ ଅନୁକୂଳତାରେ ଶାରୀରିକ ସୁସ୍ଥତା ରହିବ। ବ୍ୟବସାୟ ଓ ଚାକିରିରେ ଉନ୍ନତି ହେବ। ପ୍ରତିଯୋଗୀମାନଙ୍କ ଉପରେ ବିଜୟ ପାଇବେ। ପରିବାରରେ ସୁଖ ଶାନ୍ତି ରହିବ।: [782, 445, 931, 489]
- yellow-dot: [172, 1490, 181, 1497]
- astrologer-address: ମଙ୍ଗଳାପୁରିର ଶାସନ, କାପୁଡ଼ା, ଗଞ୍ଜାମ: [769, 134, 883, 143]
- column-rule: [434, 100, 435, 900]
- section-rule: [0, 902, 712, 904]
- zodiac-entry: [716, 724, 936, 818]
- event-item: ଗୁରୁ ଉଜ୍ଜିବନ ପକ୍ଷରୁ ପୁସ୍ତକ ପ୍ରକାଶ, ସ୍ଥାନ: ବରଗଡ଼, ସମୟ: ସକାଳ ୧୦ଟା।: [438, 449, 574, 470]
- event-item: ଛିନ୍ନମସ୍ତା ସମିତି ପକ୍ଷରୁ ଯଜ୍ଞ ଅନୁଷ୍ଠାନ, ସ୍ଥାନ: ନବରଙ୍ଗପୁର, ସମୟ: ପୂର୍ବାହ୍ନ ୧୦ଟା।: [280, 559, 419, 580]
- event-item: ମା ତାରିଣୀଙ୍କ ଆଶୀର୍ବାଦ ମେଳା, ସ୍ଥାନ: ଘଟଗାଁ, ସମୟ: ସକାଳ ୬ଟା ୩୦ ମିନିଟ।: [136, 268, 272, 289]
- zodiac-name: କନ୍ୟା: [720, 636, 778, 652]
- quote-author: - ରାମନାଥ କୋବିନ୍ଦ, ପୂର୍ବତନ ରାଷ୍ଟ୍ରପତି: [536, 33, 660, 43]
- article-subtitle: ଡିସେମ୍ବର ୨୬ରୁ ମୁକ୍ତ...: [302, 1087, 433, 1103]
- district-heading: ବୌଦ୍ଧ: [584, 512, 710, 530]
- event-item: ଓଡ଼ିଶା ଲେଖକ ସଂସଦର ସାରସ୍ୱତ ସଭା, ସ୍ଥାନ: ରାଜଧାନୀ କଲେଜ, ସମୟ: ଅପରାହ୍ନ ୪ଟା।: [12, 320, 118, 352]
- event-item: ସାଇ ଆଲାପନା ତରଫରୁ 'ଲୋକମେ' ପରଷ୍କାର ଓ ସମ୍ମାନ, ସ୍ଥାନ: ସାଇ ଆଲାପନା ପ୍ରାଙ୍ଗଣ, ସମୟ: ପୂର୍ବାହ୍ନ ୧୧ଟା।: [12, 271, 118, 315]
- divider: [272, 4, 273, 48]
- yellow-dot: [752, 1490, 761, 1497]
- zodiac-forecast-text: ଦୂରରୁ ଆସିବା ସମ୍ବାଦ ଶୁଭ ହେବ। ମନ ପ୍ରସନ୍ନ ରହିବ। ଅଂଶୀଦାରଙ୍କ ସହ ମତଭେଦ ଦୂର ହେବ। ଧାର୍ମିକ କାର୍ଯ୍ୟରେ ରୁଚି ବଢ଼ିବ। ଆୟ ଓ ବ୍ୟୟରେ ସନ୍ତୁଳନ ରଖନ୍ତୁ।: [782, 539, 935, 583]
- issue-date: ୬ ଅକ୍ଟୋବର, ୨୦୨୪: [125, 23, 225, 37]
- district-heading: କୋରାପୁଟ: [438, 103, 578, 121]
- events-column-3: [280, 100, 430, 900]
- event-item: ରାଜା ସାଇ ମନ୍ଦିର କମିଟି ପକ୍ଷରୁ ଦାନ କାର୍ଯ୍ୟକ୍ରମ, ସ୍ଥାନ: ଦେବଗଡ଼, ସମୟ: ସକାଳ ୮ଟା।: [584, 242, 692, 274]
- article-body: ଭୋଟ ପ୍ରଚାର ଶେଷ ହେବା ପରେ ସମସ୍ତ ଦଳ ନିଜ ନିଜ ସମ୍ଭାବନାକୁ ନେଇ ଆକଳନ କରୁଛନ୍ତି। ହରିୟାଣାରେ ୯୦ ଆସନ ପାଇଁ ଏକକ ପର୍ଯ୍ୟାୟରେ ଭୋଟ ହୋଇଥିଲା। ଦଶ ବର୍ଷ ଧରି ଶାସନରେ ଥିବା ବିଜେପି ଏଥର କଠିନ ପ୍ରତିଦ୍ୱନ୍ଦ୍ୱିତାର ସମ୍ମୁଖୀନ ହୋଇଛି। କୃଷକ ଆନ୍ଦୋଳନ, ଅଗ୍ନିପଥ ଯୋଜନା ଓ ବେରୋଜଗାରୀ ଭଳି ପ୍ରସଙ୍ଗ ନିର୍ବାଚନରେ ପ୍ରଭାବ ପକାଇଥିବା ଦେଖାଯାଉଛି। କଂଗ୍ରେସ ଏଥର ପୂର୍ଣ୍ଣ ସଂଖ୍ୟାଗରିଷ୍ଠତା ପାଇବ ବୋଲି ଏକ୍‌ଜିଟ୍ ପୋଲ ସୂଚାଉଛି। ଜେଜେପି ଓ ଆଇଏନଏଲଡି ଭଳି ଆଞ୍ଚଳିକ ଦଳ ଦୁର୍ବଳ ପଡ଼ିଛନ୍ତି। ଆମ୍ ଆଦମି ପାର୍ଟି ମଧ୍ୟ ସମସ୍ତ ଆସନରେ ପ୍ରାର୍ଥୀ ଦେଇଥିଲେ। ଫଳାଫଳ ପରେ ହିଁ ପ୍ରକୃତ ଚିତ୍ର ସ୍ପଷ୍ଟ ହେବ।: [162, 915, 296, 1081]
